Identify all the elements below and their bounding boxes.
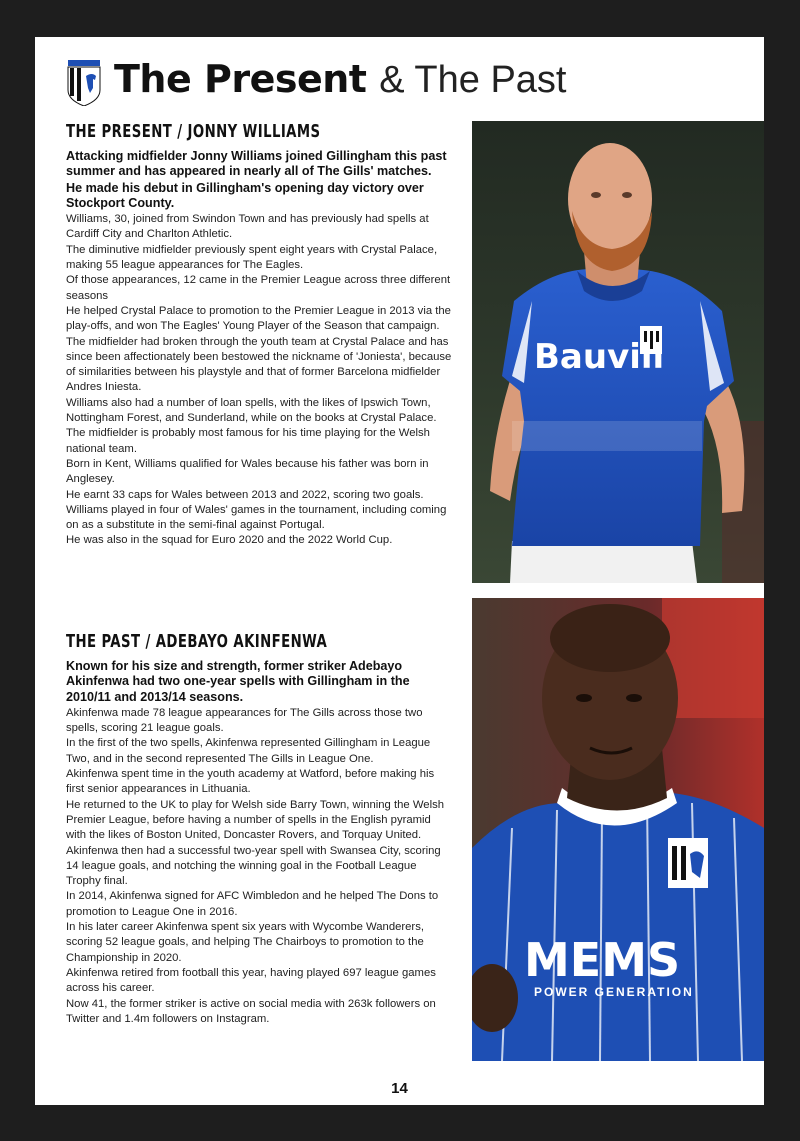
present-paragraph: Williams played in four of Wales' games in the tournament, including coming on as a substitute in the semi-final against Portugal. <box>66 503 447 532</box>
present-paragraph: Williams also had a number of loan spells, with the likes of Ipswich Town, Nottingham Forest, and Sunderland, while on the books at Crystal Palace. <box>66 396 437 425</box>
past-paragraph: In his later career Akinfenwa spent six years with Wycombe Wanderers, scoring 52 league goals, and helping The Chairboys to promotion to the Championship in 2020. <box>66 921 424 964</box>
past-paragraph: Akinfenwa then had a successful two-year spell with Swansea City, scoring 14 league goals, and notching the winning goal in the Football League Trophy final. <box>66 844 441 888</box>
present-paragraph: He earnt 33 caps for Wales between 2013 and 2022, scoring two goals. <box>66 488 424 501</box>
photo-adebayo-akinfenwa <box>472 598 764 1061</box>
past-paragraph: Akinfenwa spent time in the youth academy at Watford, before making his first senior appearances in Lithuania. <box>66 768 435 796</box>
past-paragraph: Akinfenwa made 78 league appearances for The Gills across those two spells, scoring 21 league goals. <box>66 706 423 735</box>
past-paragraph: In the first of the two spells, Akinfenwa represented Gillingham in League Two, and in the second represented The Gills in League One. <box>66 737 431 765</box>
past-paragraph: In 2014, Akinfenwa signed for AFC Wimbledon and he helped The Dons to promotion to League One in 2016. <box>66 890 439 918</box>
page-title-light: & The Past <box>379 59 567 101</box>
gillingham-crest-icon <box>66 60 102 106</box>
photo-jonny-williams <box>472 121 764 583</box>
page-title-bold: The Present <box>114 57 367 101</box>
present-paragraph: He helped Crystal Palace to promotion to the Premier League in 2013 via the play-offs, and won The Eagles' Young Player of the Season that campaign. <box>66 304 451 333</box>
past-paragraph: Now 41, the former striker is active on social media with 263k followers on Twitter and 1.4m followers on Instagram. <box>66 997 436 1025</box>
past-heading: THE PAST / ADEBAYO AKINFENWA <box>66 631 328 652</box>
present-heading: THE PRESENT / JONNY WILLIAMS <box>66 121 321 142</box>
present-intro <box>66 149 452 211</box>
present-paragraph: He was also in the squad for Euro 2020 and the 2022 World Cup. <box>66 534 393 547</box>
page-title <box>114 57 566 102</box>
present-section <box>66 121 452 549</box>
page-number: 14 <box>391 1080 408 1097</box>
past-paragraph: He returned to the UK to play for Welsh side Barry Town, winning the Welsh Premier League, before having a number of spells in the English pyramid with the likes of Boston United, Doncaster Rovers, and Torquay United. <box>66 798 445 842</box>
present-paragraph: Of those appearances, 12 came in the Premier League across three different seasons <box>66 274 451 302</box>
past-section <box>66 631 452 1027</box>
present-paragraph: The midfielder is probably most famous for his time playing for the Welsh national team. <box>66 427 430 455</box>
present-body <box>66 212 452 549</box>
shirt-sponsor: Bauvill <box>534 337 665 377</box>
present-intro-paragraph: Attacking midfielder Jonny Williams joined Gillingham this past summer and has appeared in nearly all of The Gills' matches. <box>66 149 447 179</box>
present-intro-paragraph: He made his debut in Gillingham's opening day victory over Stockport County. <box>66 180 424 210</box>
past-intro <box>66 659 452 705</box>
past-body <box>66 706 452 1027</box>
present-paragraph: Williams, 30, joined from Swindon Town and has previously had spells at Cardiff City and Charlton Athletic. <box>66 213 429 241</box>
present-paragraph: The midfielder had broken through the youth team at Crystal Palace and has since been affectionately been bestowed the nickname of 'Joniesta', because of similarities between his playstyle and that of former Barcelona midfielder Andres Iniesta. <box>66 335 452 394</box>
past-paragraph: Akinfenwa retired from football this year, having played 697 league games across his career. <box>66 966 436 995</box>
shirt-sponsor: MEMS <box>524 933 681 987</box>
shirt-sponsor-sub: POWER GENERATION <box>534 985 694 999</box>
magazine-page <box>35 37 764 1105</box>
present-paragraph: The diminutive midfielder previously spent eight years with Crystal Palace, making 55 league appearances for The Eagles. <box>66 243 438 272</box>
present-paragraph: Born in Kent, Williams qualified for Wales because his father was born in Anglesey. <box>66 457 429 486</box>
past-intro-paragraph: Known for his size and strength, former striker Adebayo Akinfenwa had two one-year spells with Gillingham in the 2010/11 and 2013/14 seasons. <box>66 659 410 704</box>
page-header <box>66 57 746 107</box>
